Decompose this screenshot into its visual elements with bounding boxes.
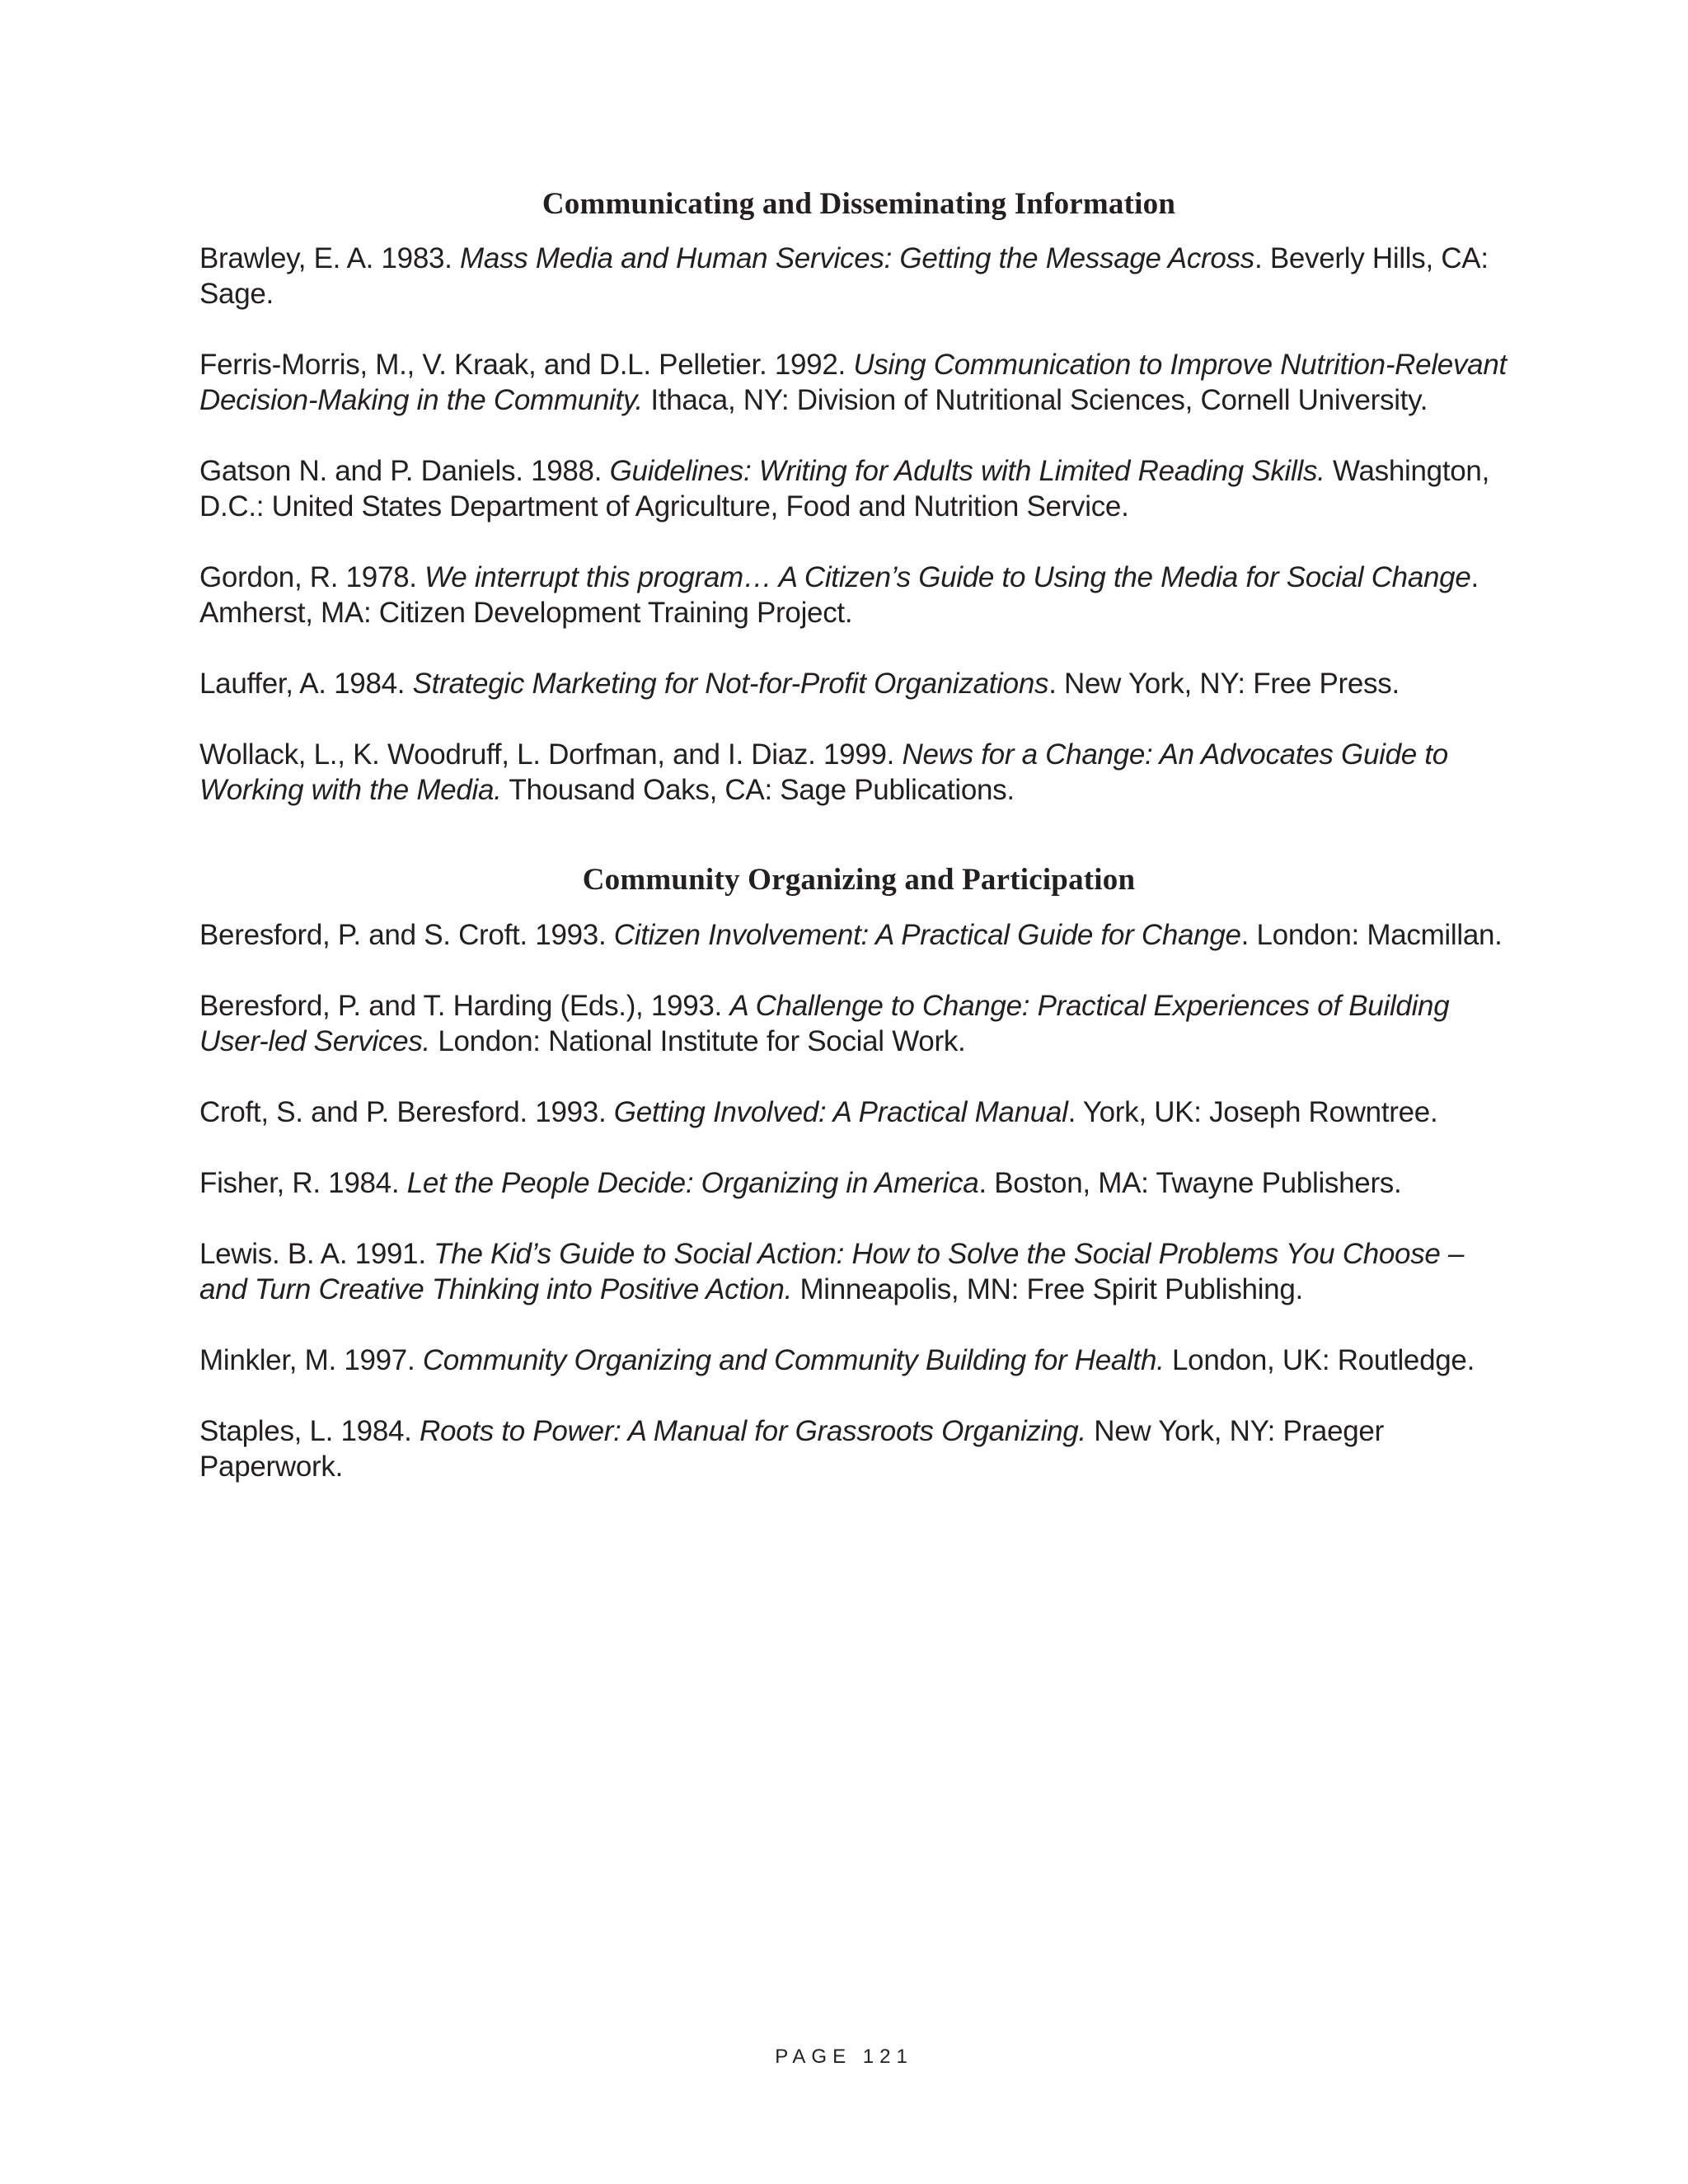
reference-title: Roots to Power: A Manual for Grassroots Organizing.: [420, 1414, 1086, 1447]
reference-entry: [199, 453, 1518, 524]
reference-entry: [199, 1236, 1518, 1307]
section-community-organizing: [199, 862, 1518, 1483]
reference-title: A Challenge to Change: Practical Experiences of Building User-led Services.: [199, 989, 1450, 1057]
reference-publisher: London, UK: Routledge.: [1164, 1343, 1475, 1376]
reference-title: Using Communication to Improve Nutrition-Relevant Decision-Making in the Community.: [199, 349, 1507, 417]
reference-entry: [199, 737, 1518, 808]
reference-author-year: Wollack, L., K. Woodruff, L. Dorfman, and I. Diaz. 1999.: [199, 738, 903, 771]
reference-title: Mass Media and Human Services: Getting the Message Across: [460, 242, 1254, 275]
reference-publisher: . Amherst, MA: Citizen Development Training Project.: [199, 561, 1479, 630]
reference-publisher: . London: Macmillan.: [1240, 918, 1503, 951]
reference-title: Community Organizing and Community Building for Health.: [422, 1343, 1165, 1376]
reference-publisher: . Beverly Hills, CA: Sage.: [199, 242, 1489, 311]
reference-author-year: Staples, L. 1984.: [199, 1414, 420, 1447]
reference-author-year: Gatson N. and P. Daniels. 1988.: [199, 455, 610, 488]
reference-author-year: Beresford, P. and T. Harding (Eds.), 1993.: [199, 989, 730, 1022]
reference-publisher: . York, UK: Joseph Rowntree.: [1067, 1095, 1438, 1128]
reference-entry: [199, 917, 1518, 953]
reference-title: Citizen Involvement: A Practical Guide for Change: [613, 918, 1241, 951]
reference-entry: [199, 347, 1518, 418]
reference-publisher: Washington, D.C.: United States Department of Agriculture, Food and Nutrition Service.: [199, 455, 1490, 523]
reference-entry: [199, 560, 1518, 630]
section-communicating: [199, 186, 1518, 808]
reference-entry: [199, 666, 1518, 701]
reference-title: Getting Involved: A Practical Manual: [613, 1095, 1068, 1128]
reference-publisher: . Boston, MA: Twayne Publishers.: [978, 1166, 1402, 1199]
page-number: PAGE 121: [775, 2046, 913, 2068]
reference-title: We interrupt this program… A Citizen’s Guide to Using the Media for Social Change: [424, 561, 1471, 594]
reference-author-year: Lauffer, A. 1984.: [199, 668, 413, 701]
reference-author-year: Minkler, M. 1997.: [199, 1343, 423, 1376]
reference-title: Guidelines: Writing for Adults with Limited Reading Skills.: [609, 455, 1325, 488]
reference-title: The Kid’s Guide to Social Action: How to Solve the Social Problems You Choose – and Turn Creative Thinking into Positive Action.: [199, 1237, 1465, 1305]
reference-publisher: Minneapolis, MN: Free Spirit Publishing.: [792, 1272, 1303, 1305]
reference-publisher: . New York, NY: Free Press.: [1048, 668, 1400, 701]
reference-entry: [199, 241, 1518, 312]
reference-entry: [199, 1165, 1518, 1201]
reference-author-year: Lewis. B. A. 1991.: [199, 1237, 434, 1270]
reference-entry: [199, 1343, 1518, 1378]
section-heading: Communicating and Disseminating Information: [542, 187, 1176, 221]
reference-author-year: Beresford, P. and S. Croft. 1993.: [199, 918, 614, 951]
reference-publisher: Ithaca, NY: Division of Nutritional Sciences, Cornell University.: [642, 384, 1428, 417]
reference-entry: [199, 1413, 1518, 1484]
reference-publisher: London: National Institute for Social Work.: [429, 1024, 966, 1057]
bibliography-content: [199, 186, 1518, 1484]
reference-entry: [199, 1094, 1518, 1130]
reference-title: Let the People Decide: Organizing in America: [406, 1166, 979, 1199]
reference-publisher: Thousand Oaks, CA: Sage Publications.: [501, 774, 1015, 807]
section-heading: Community Organizing and Participation: [582, 863, 1136, 898]
reference-author-year: Ferris-Morris, M., V. Kraak, and D.L. Pelletier. 1992.: [199, 349, 854, 382]
reference-entry: [199, 988, 1518, 1059]
reference-title: News for a Change: An Advocates Guide to Working with the Media.: [199, 738, 1448, 807]
reference-author-year: Croft, S. and P. Beresford. 1993.: [199, 1095, 614, 1128]
reference-author-year: Gordon, R. 1978.: [199, 561, 425, 594]
reference-publisher: New York, NY: Praeger Paperwork.: [199, 1414, 1384, 1483]
reference-author-year: Brawley, E. A. 1983.: [199, 242, 460, 275]
reference-author-year: Fisher, R. 1984.: [199, 1166, 407, 1199]
reference-title: Strategic Marketing for Not-for-Profit Organizations: [412, 668, 1049, 701]
